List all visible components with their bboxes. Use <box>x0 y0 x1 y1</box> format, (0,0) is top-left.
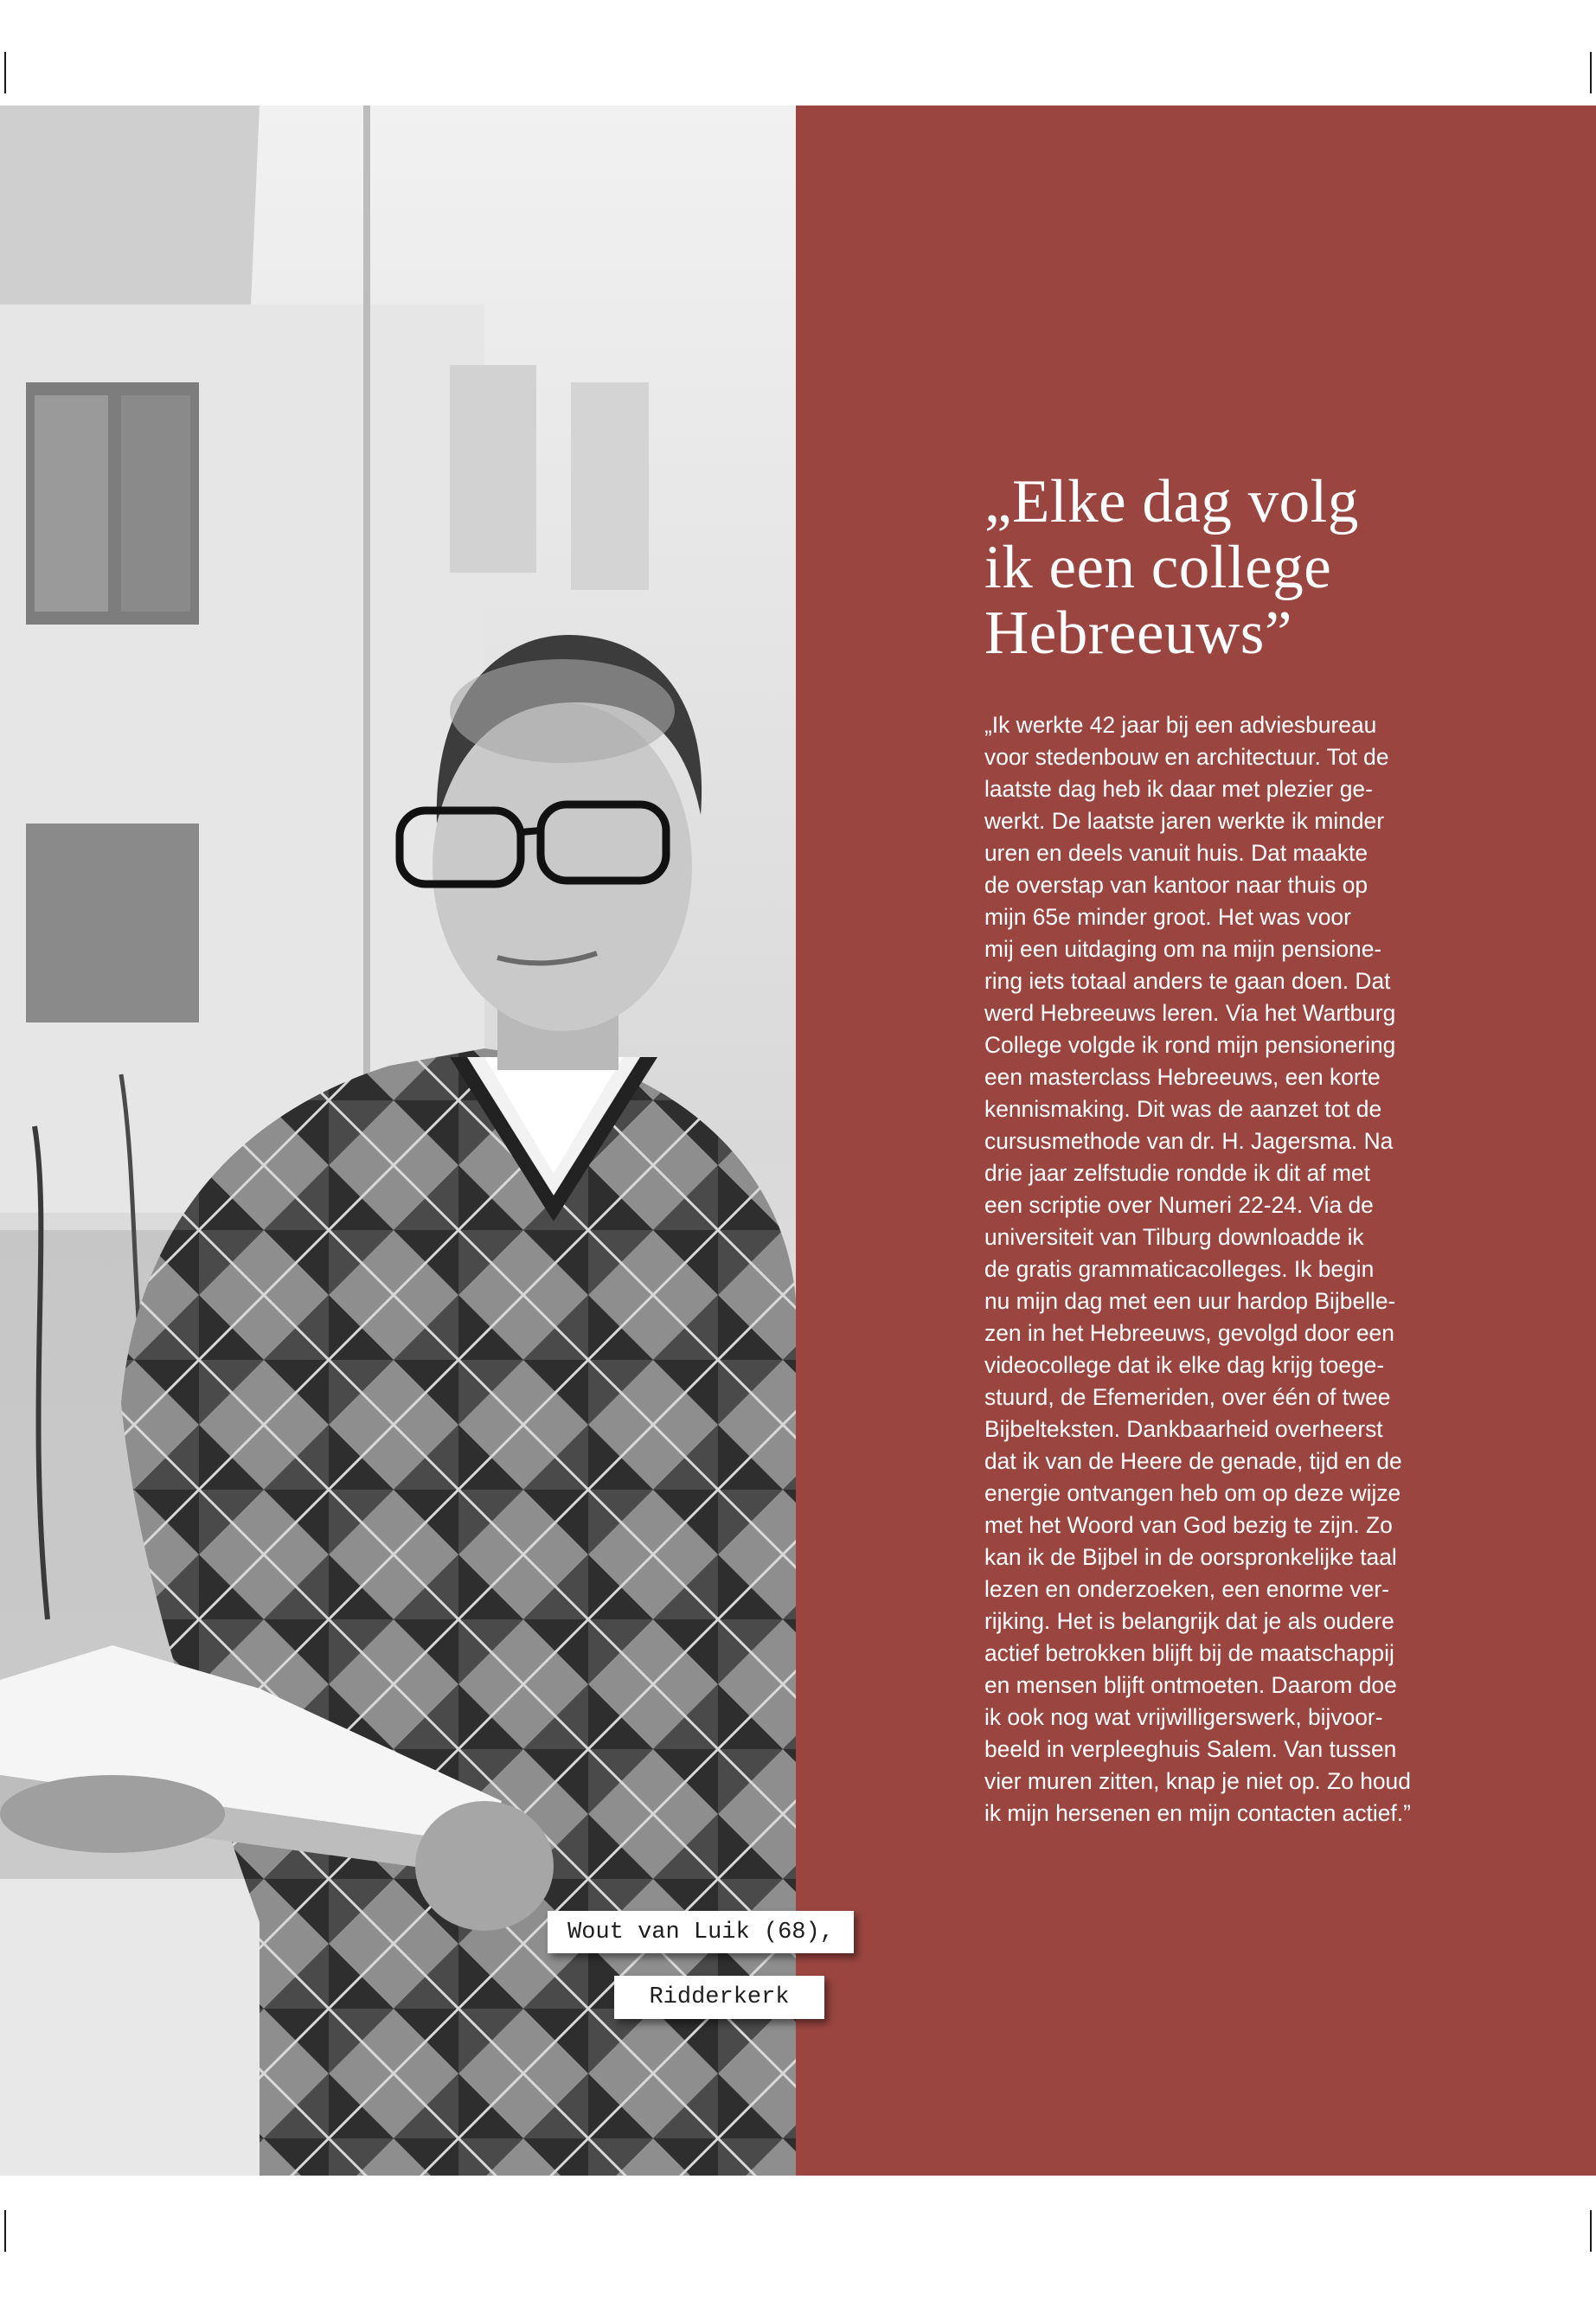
body-line: lezen en onderzoeken, een enorme ver- <box>984 1576 1389 1602</box>
body-line: de gratis grammaticacolleges. Ik begin <box>984 1256 1375 1282</box>
body-line: beeld in verpleeghuis Salem. Van tussen <box>984 1736 1397 1762</box>
body-line: zen in het Hebreeuws, gevolgd door een <box>984 1320 1394 1346</box>
body-line: cursusmethode van dr. H. Jagersma. Na <box>984 1128 1394 1154</box>
body-line: ring iets totaal anders te gaan doen. Dat <box>984 968 1391 994</box>
crop-mark-top-right <box>1590 52 1592 93</box>
body-line: werd Hebreeuws leren. Via het Wartburg <box>984 1000 1396 1026</box>
headline-line: „Elke dag volg <box>984 468 1359 535</box>
crop-mark-top-left <box>4 52 6 93</box>
headline-line: ik een college <box>984 534 1332 601</box>
crop-mark-bottom-right <box>1590 2210 1592 2252</box>
body-line: mijn 65e minder groot. Het was voor <box>984 904 1351 930</box>
body-line: „Ik werkte 42 jaar bij een adviesbureau <box>984 712 1377 738</box>
body-line: ik ook nog wat vrijwilligerswerk, bijvoor- <box>984 1704 1383 1730</box>
body-line: ik mijn hersenen en mijn contacten actief.” <box>984 1800 1411 1826</box>
body-line: kennismaking. Dit was de aanzet tot de <box>984 1096 1382 1122</box>
headline <box>984 469 1573 666</box>
body-line: universiteit van Tilburg downloadde ik <box>984 1224 1364 1250</box>
body-line: nu mijn dag met een uur hardop Bijbelle- <box>984 1288 1396 1314</box>
page-spread <box>0 106 1596 2176</box>
caption-name-label: Wout van Luik (68), <box>548 1911 854 1953</box>
body-line: videocollege dat ik elke dag krijg toege- <box>984 1352 1385 1378</box>
body-line: vier muren zitten, knap je niet op. Zo houd <box>984 1768 1411 1794</box>
body-line: rijking. Het is belangrijk dat je als oudere <box>984 1608 1394 1634</box>
body-line: een scriptie over Numeri 22-24. Via de <box>984 1192 1374 1218</box>
body-line: energie ontvangen heb om op deze wijze <box>984 1480 1401 1506</box>
body-line: dat ik van de Heere de genade, tijd en de <box>984 1448 1402 1474</box>
body-line: en mensen blijft ontmoeten. Daarom doe <box>984 1672 1397 1698</box>
body-line: actief betrokken blijft bij de maatschappij <box>984 1640 1394 1666</box>
body-line: laatste dag heb ik daar met plezier ge- <box>984 776 1373 802</box>
portrait-illustration <box>0 106 796 2176</box>
body-line: een masterclass Hebreeuws, een korte <box>984 1064 1381 1090</box>
body-line: kan ik de Bijbel in de oorspronkelijke taal <box>984 1544 1397 1570</box>
body-line: Bijbelteksten. Dankbaarheid overheerst <box>984 1416 1383 1442</box>
headline-line: Hebreeuws” <box>984 599 1292 667</box>
body-line: werkt. De laatste jaren werkte ik minder <box>984 808 1385 834</box>
portrait-photo <box>0 106 796 2176</box>
crop-mark-bottom-left <box>4 2210 6 2252</box>
body-line: voor stedenbouw en architectuur. Tot de <box>984 744 1389 770</box>
body-line: mij een uitdaging om na mijn pensione- <box>984 936 1382 962</box>
quote-panel <box>796 106 1596 2176</box>
caption-place-label: Ridderkerk <box>614 1976 824 2019</box>
body-line: uren en deels vanuit huis. Dat maakte <box>984 840 1368 866</box>
body-line: College volgde ik rond mijn pensionering <box>984 1032 1396 1058</box>
body-line: de overstap van kantoor naar thuis op <box>984 872 1368 898</box>
body-line: stuurd, de Efemeriden, over één of twee <box>984 1384 1391 1410</box>
body-line: drie jaar zelfstudie rondde ik dit af met <box>984 1160 1370 1186</box>
body-line: met het Woord van God bezig te zijn. Zo <box>984 1512 1393 1538</box>
body-text <box>984 709 1469 1830</box>
